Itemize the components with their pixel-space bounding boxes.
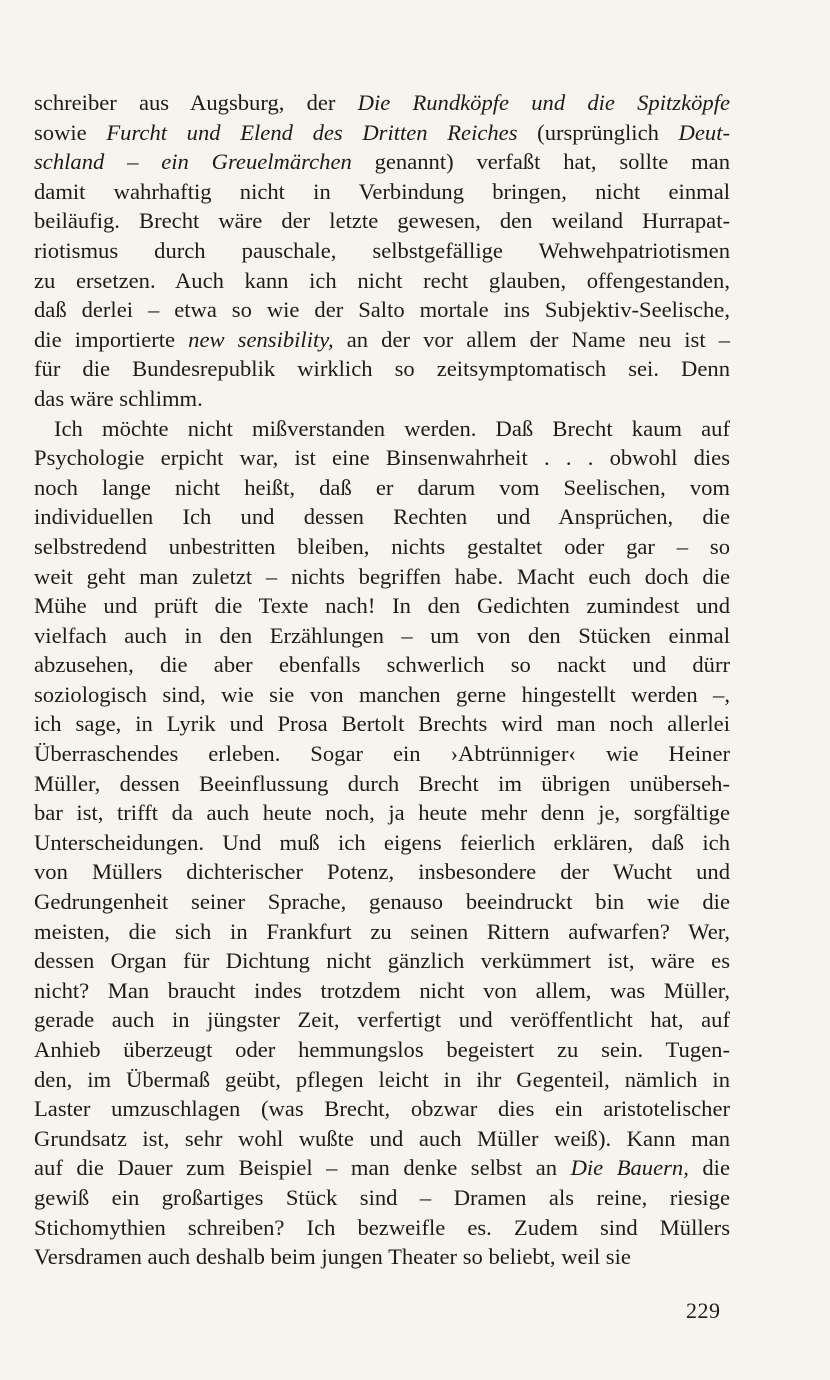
italic-title-span: Furcht und Elend des Dritten Reiches [106,119,518,145]
text-line [34,206,730,236]
text-line [34,1213,730,1243]
text-line [34,739,730,769]
text-span: daß derlei – etwa so wie der Salto mortale ins Subjektiv-Seelische, [34,297,730,323]
text-line [34,1035,730,1065]
text-span: bar ist, trifft da auch heute noch, ja heute mehr denn je, sorgfältige [34,800,730,826]
text-span: weit geht man zuletzt – nichts begriffen habe. Macht euch doch die [34,563,730,589]
text-span: Ich möchte nicht mißverstanden werden. Daß Brecht kaum auf [54,415,730,441]
text-span: die [688,1155,730,1181]
text-span: abzusehen, die aber ebenfalls schwerlich so nackt und dürr [34,652,730,678]
text-span: dessen Organ für Dichtung nicht gänzlich verkümmert ist, wäre es [34,948,730,974]
text-span: nicht? Man braucht indes trotzdem nicht von allem, was Müller, [34,977,730,1003]
text-span: an der vor allem der Name neu ist – [333,326,731,352]
text-line [34,147,730,177]
text-span: damit wahrhaftig nicht in Verbindung bringen, nicht einmal [34,178,730,204]
text-line [34,917,730,947]
text-line [34,236,730,266]
text-span: Laster umzuschlagen (was Brecht, obzwar dies ein aristotelischer [34,1096,730,1122]
text-line [34,443,730,473]
text-line [34,1183,730,1213]
text-line [34,857,730,887]
italic-title-span: Deut- [678,119,730,145]
text-line [34,1005,730,1035]
text-span: individuellen Ich und dessen Rechten und Ansprüchen, die [34,504,730,530]
text-line [34,295,730,325]
text-line [34,325,730,355]
text-span: Anhieb überzeugt oder hemmungslos begeistert zu sein. Tugen- [34,1037,730,1062]
text-line [34,976,730,1006]
text-span: Gedrungenheit seiner Sprache, genauso beeindruckt bin wie die [34,889,730,915]
text-span: auf die Dauer zum Beispiel – man denke selbst an [34,1155,571,1181]
text-line [34,769,730,799]
text-line [34,473,730,503]
text-line [34,709,730,739]
body-text [34,88,730,1272]
text-span: noch lange nicht heißt, daß er darum vom Seelischen, vom [34,474,730,500]
text-line [34,532,730,562]
text-span: zu ersetzen. Auch kann ich nicht recht glauben, offengestanden, [34,267,730,293]
text-line [34,798,730,828]
text-span: Stichomythien schreiben? Ich bezweifle es. Zudem sind Müllers [34,1214,730,1240]
text-span: Unterscheidungen. Und muß ich eigens feierlich erklären, daß ich [34,829,730,855]
text-span: Versdramen auch deshalb beim jungen Theater so beliebt, weil sie [34,1244,631,1270]
text-span: meisten, die sich in Frankfurt zu seinen Rittern aufwarfen? Wer, [34,918,730,944]
text-span: selbstredend unbestritten bleiben, nichts gestaltet oder gar – so [34,533,730,559]
text-line [34,887,730,917]
text-span: den, im Übermaß geübt, pflegen leicht in ihr Gegenteil, nämlich in [34,1066,730,1092]
text-span: beiläufig. Brecht wäre der letzte gewesen, den weiland Hurrapat- [34,208,730,234]
text-span: Grundsatz ist, sehr wohl wußte und auch Müller weiß). Kann man [34,1125,730,1151]
text-span: Mühe und prüft die Texte nach! In den Gedichten zumindest und [34,593,730,619]
text-span: das wäre schlimm. [34,385,203,411]
text-line [34,621,730,651]
text-line [34,414,730,444]
italic-title-span: schland – ein Greuelmärchen [34,149,352,175]
page-number: 229 [686,1298,721,1323]
text-span: die importierte [34,326,189,352]
text-line [34,88,730,118]
text-line [34,266,730,296]
text-span: von Müllers dichterischer Potenz, insbesondere der Wucht und [34,859,730,885]
text-span: riotismus durch pauschale, selbstgefällige Wehwehpatriotismen [34,237,730,263]
text-line [34,118,730,148]
text-span: für die Bundesrepublik wirklich so zeitsymptomatisch sei. Denn [34,356,730,382]
text-line [34,1065,730,1095]
text-line [34,650,730,680]
text-line [34,562,730,592]
text-line [34,384,730,414]
text-line [34,1094,730,1124]
text-line [34,680,730,710]
text-span: vielfach auch in den Erzählungen – um von den Stücken einmal [34,622,730,648]
text-span: schreiber aus Augsburg, der [34,90,358,115]
text-line [34,946,730,976]
text-span: (ursprünglich [517,119,679,145]
text-span: gerade auch in jüngster Zeit, verfertigt und veröffentlicht hat, auf [34,1007,730,1033]
text-span: ich sage, in Lyrik und Prosa Bertolt Brechts wird man noch allerlei [34,711,730,737]
italic-title-span: new sensibility, [188,326,334,352]
text-line [34,1153,730,1183]
text-span: sowie [34,119,107,145]
text-line [34,177,730,207]
text-line [34,354,730,384]
text-span: gewiß ein großartiges Stück sind – Dramen als reine, riesige [34,1184,730,1210]
text-span: soziologisch sind, wie sie von manchen gerne hingestellt werden –, [34,681,730,707]
text-line [34,591,730,621]
italic-title-span: Die Bauern, [570,1155,689,1181]
italic-title-span: Die Rundköpfe und die Spitzköpfe [357,90,731,115]
text-span: genannt) verfaßt hat, sollte man [351,149,730,175]
text-span: Psychologie erpicht war, ist eine Binsenwahrheit . . . obwohl dies [34,445,730,471]
text-line [34,1242,730,1272]
text-span: Müller, dessen Beeinflussung durch Brecht im übrigen unüberseh- [34,770,730,796]
text-line [34,502,730,532]
text-line [34,1124,730,1154]
text-line [34,828,730,858]
text-span: Überraschendes erleben. Sogar ein ›Abtrünniger‹ wie Heiner [34,741,730,767]
